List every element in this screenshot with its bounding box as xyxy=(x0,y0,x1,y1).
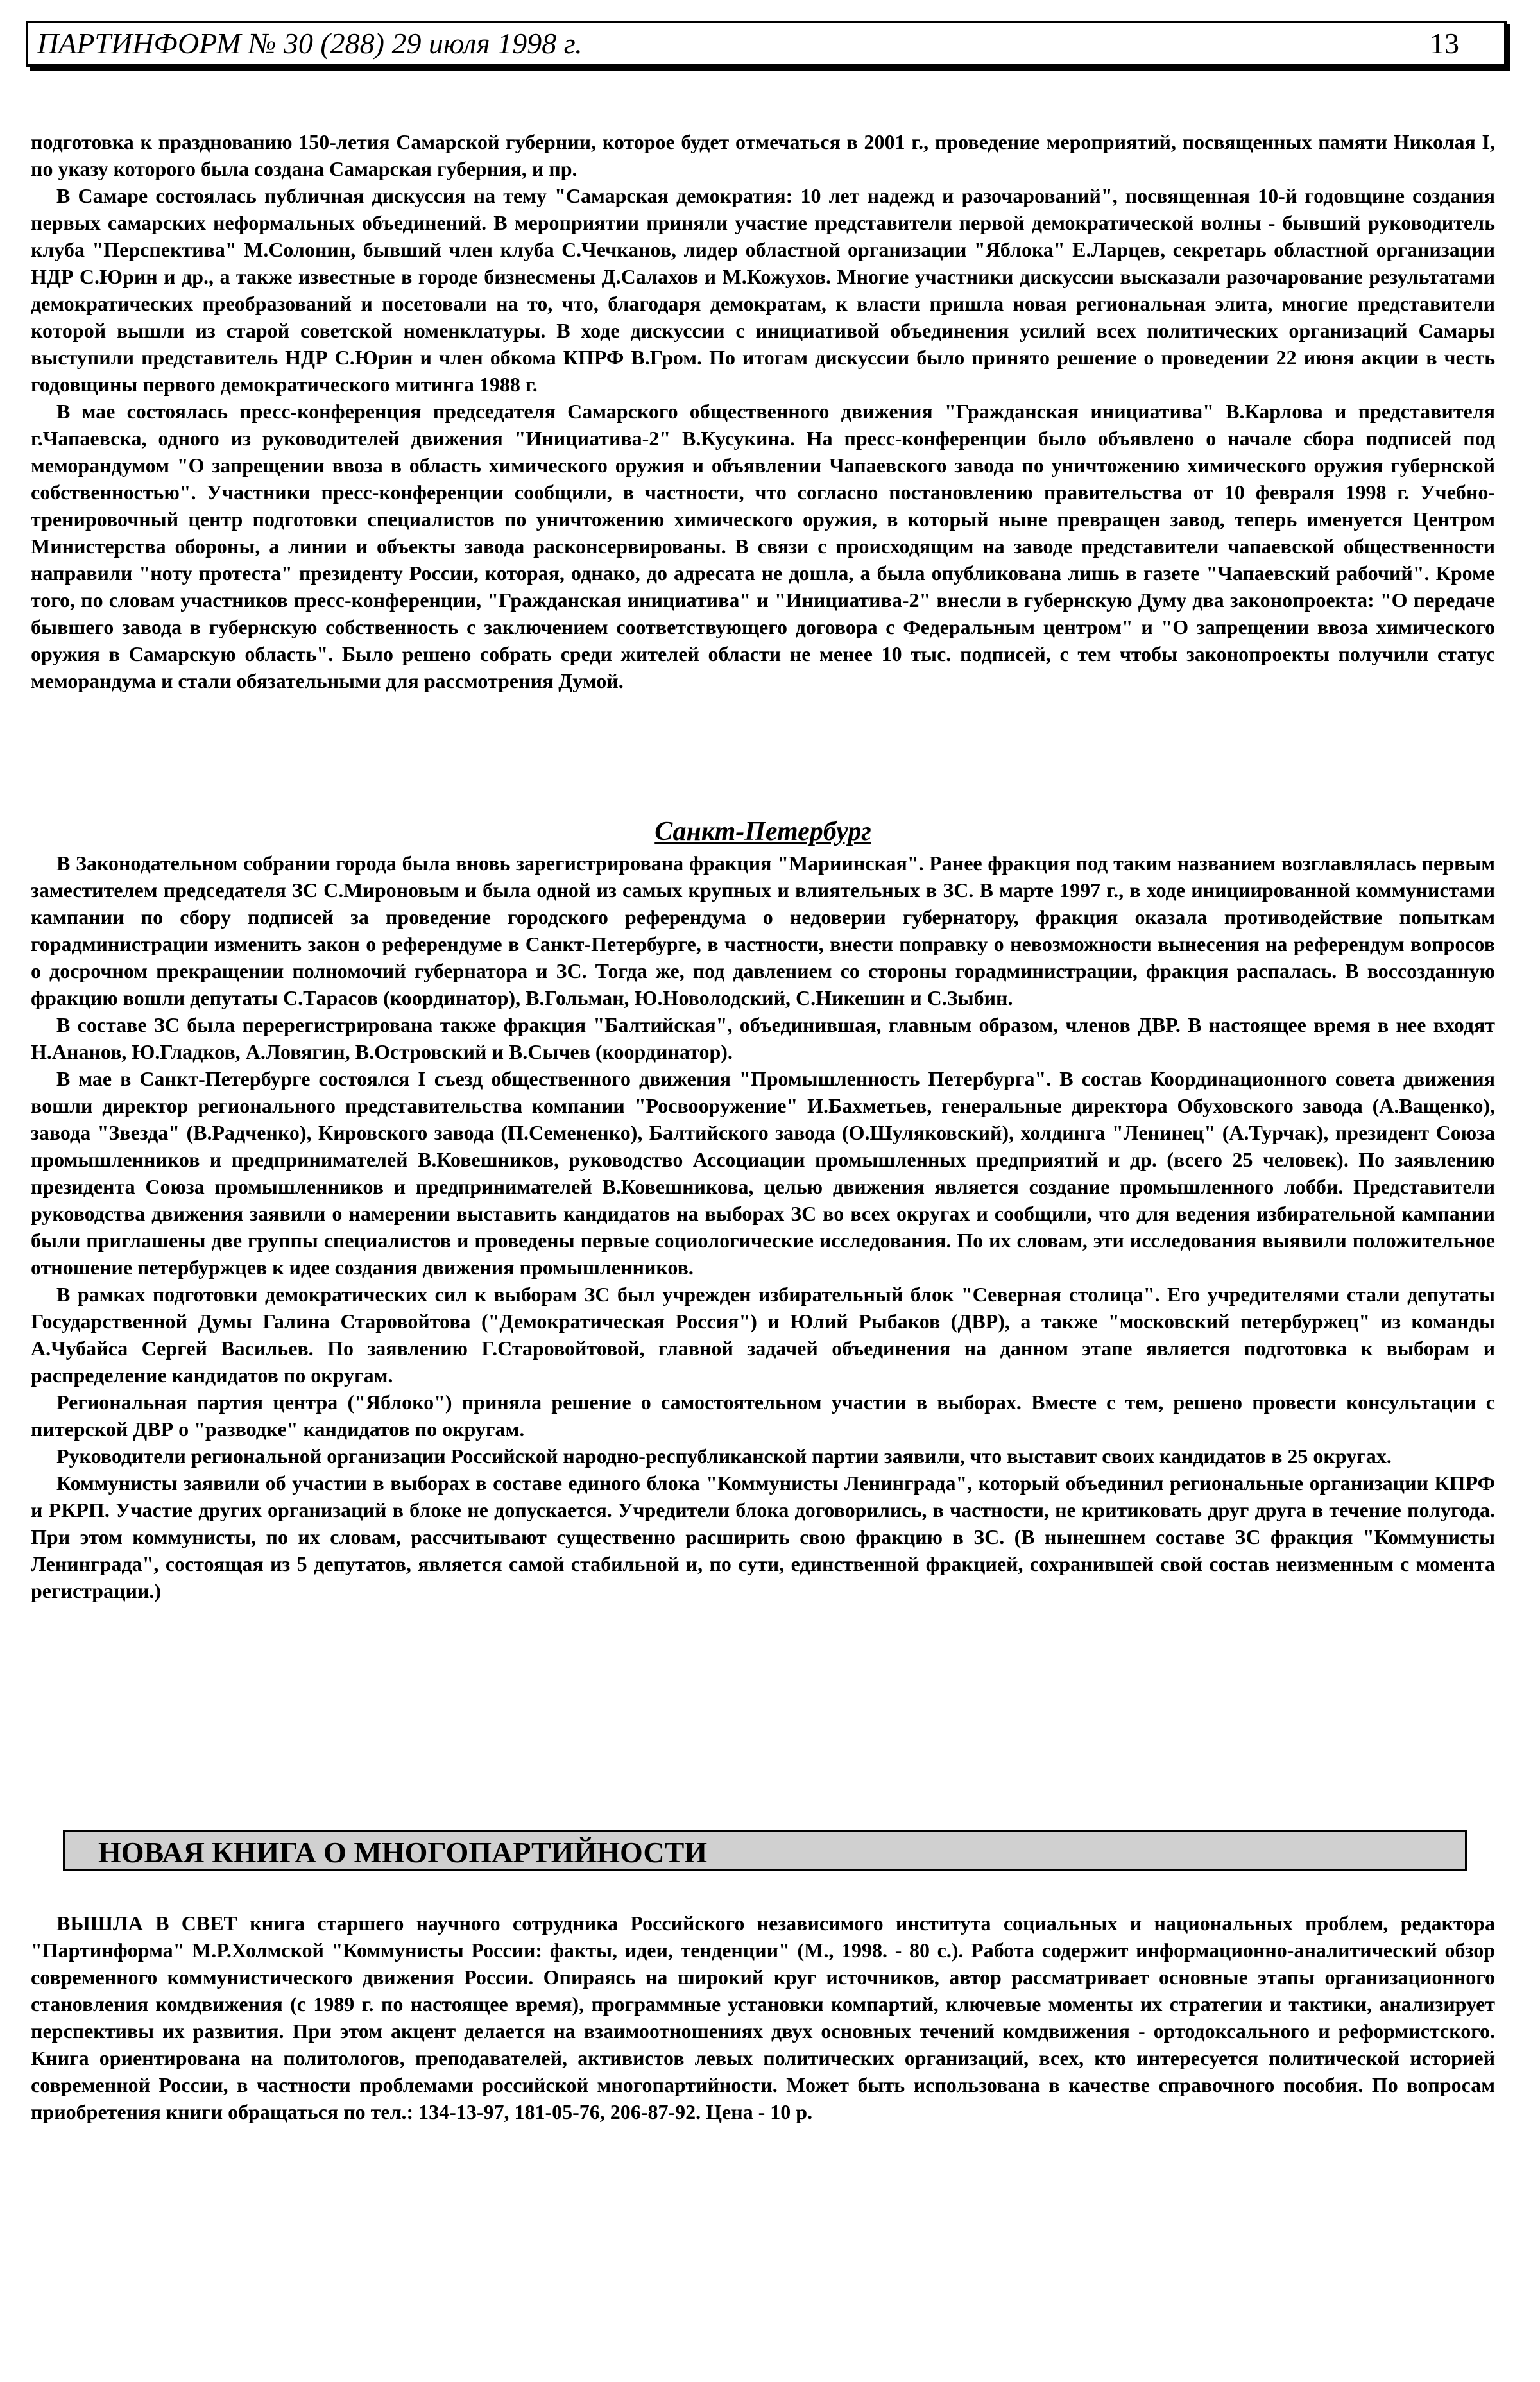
spb-section xyxy=(31,850,1495,1604)
paragraph: В Самаре состоялась публичная дискуссия на тему "Самарская демократия: 10 лет надежд и разочарований", посвященная 10-й годовщине создания первых самарских неформальных объединений. В мероприятии приняли участие представители первой демократической волны - бывший руководитель клуба "Перспектива" М.Солонин, бывший член клуба С.Чечканов, лидер областной организации "Яблока" Е.Ларцев, секретарь областной организации НДР С.Юрин и др., а также известные в городе бизнесмены Д.Салахов и М.Кожухов. Многие участники дискуссии высказали разочарование результатами демократических преобразований и посетовали на то, что, благодаря демократам, к власти пришла новая региональная элита, многие представители которой вышли из старой советской номенклатуры. В ходе дискуссии с инициативой объединения усилий всех политических организаций Самары выступили представитель НДР С.Юрин и член обкома КПРФ В.Гром. По итогам дискуссии было принято решение о проведении 22 июня акции в честь годовщины первого демократического митинга 1988 г. xyxy=(31,184,1495,396)
banner-title: НОВАЯ КНИГА О МНОГОПАРТИЙНОСТИ xyxy=(98,1836,708,1869)
samara-section xyxy=(31,128,1495,694)
header-title: ПАРТИНФОРМ № 30 (288) 29 июля 1998 г. xyxy=(37,27,583,60)
paragraph: В мае в Санкт-Петербурге состоялся I съезд общественного движения "Промышленность Петербурга". В состав Координационного совета движения вошли директор регионального представительства компании "Росвооружение" И.Бахметьев, генеральные директора Обуховского завода (А.Ващенко), завода "Звезда" (В.Радченко), Кировского завода (П.Семененко), Балтийского завода (О.Шуляковский), холдинга "Ленинец" (А.Турчак), президент Союза промышленников и предпринимателей В.Ковешников, руководство Ассоциации промышленных предприятий и др. (всего 25 человек). По заявлению президента Союза промышленников и предпринимателей В.Ковешникова, целью движения является создание промышленного лобби. Представители руководства движения заявили о намерении выставить кандидатов на выборах ЗС во всех округах и сообщили, что для ведения избирательной кампании были приглашены две группы специалистов и проведены первые социологические исследования. По их словам, эти исследования выявили положительное отношение петербуржцев к идее создания движения промышленников. xyxy=(31,1067,1495,1279)
book-section xyxy=(31,1910,1495,2125)
page-header xyxy=(26,21,1507,67)
section-banner xyxy=(63,1830,1467,1871)
paragraph: ВЫШЛА В СВЕТ книга старшего научного сотрудника Российского независимого института социальных и национальных проблем, редактора "Партинформа" М.Р.Холмской "Коммунисты России: факты, идеи, тенденции" (М., 1998. - 80 с.). Работа содержит информационно-аналитический обзор современного коммунистического движения России. Опираясь на широкий круг источников, автор рассматривает основные этапы организационного становления комдвижения (с 1989 г. по настоящее время), программные установки компартий, ключевые моменты их стратегии и тактики, анализирует перспективы их развития. При этом акцент делается на взаимоотношениях двух основных течений комдвижения - ортодоксального и реформистского. Книга ориентирована на политологов, преподавателей, активистов левых политических организаций, всех, кто интересуется политической историей современной России, в частности проблемами российской многопартийности. Может быть использована в качестве справочного пособия. По вопросам приобретения книги обращаться по тел.: 134-13-97, 181-05-76, 206-87-92. Цена - 10 р. xyxy=(31,1912,1495,2123)
paragraph: Коммунисты заявили об участии в выборах в составе единого блока "Коммунисты Ленинграда", который объединил региональные организации КПРФ и РКРП. Участие других организаций в блоке не допускается. Учредители блока договорились, в частности, не критиковать друг друга в течение полугода. При этом коммунисты, по их словам, рассчитывают существенно расширить свою фракцию в ЗС. (В нынешнем составе ЗС фракция "Коммунисты Ленинграда", состоящая из 5 депутатов, является самой стабильной и, по сути, единственной фракцией, сохранившей свой состав неизменным с момента регистрации.) xyxy=(31,1471,1495,1602)
paragraph: подготовка к празднованию 150-летия Самарской губернии, которое будет отмечаться в 2001 г., проведение мероприятий, посвященных памяти Николая I, по указу которого была создана Самарская губерния, и пр. xyxy=(31,130,1495,180)
paragraph: В составе ЗС была перерегистрирована также фракция "Балтийская", объединившая, главным образом, членов ДВР. В настоящее время в нее входят Н.Ананов, Ю.Гладков, А.Ловягин, В.Островский и В.Сычев (координатор). xyxy=(31,1013,1495,1063)
section-title-spb: Санкт-Петербург xyxy=(654,817,871,846)
paragraph: Региональная партия центра ("Яблоко") приняла решение о самостоятельном участии в выборах. Вместе с тем, решено провести консультации с питерской ДВР о "разводке" кандидатов по округам. xyxy=(31,1391,1495,1441)
page-number: 13 xyxy=(1430,27,1459,60)
paragraph: Руководители региональной организации Российской народно-республиканской партии заявили, что выставит своих кандидатов в 25 округах. xyxy=(56,1444,1392,1468)
paragraph: В мае состоялась пресс-конференция председателя Самарского общественного движения "Гражданская инициатива" В.Карлова и представителя г.Чапаевска, одного из руководителей движения "Инициатива-2" В.Кусукина. На пресс-конференции было объявлено о начале сбора подписей под меморандумом "О запрещении ввоза в область химического оружия и объявлении Чапаевского завода по уничтожению химического оружия губернской собственностью". Участники пресс-конференции сообщили, в частности, что согласно постановлению правительства от 10 февраля 1998 г. Учебно-тренировочный центр подготовки специалистов по уничтожению химического оружия, в который ныне превращен завод, теперь именуется Центром Министерства обороны, а линии и объекты завода расконсервированы. В связи с происходящим на заводе представители чапаевской общественности направили "ноту протеста" президенту России, которая, однако, до адресата не дошла, а была опубликована лишь в газете "Чапаевский рабочий". Кроме того, по словам участников пресс-конференции, "Гражданская инициатива" и "Инициатива-2" внесли в губернскую Думу два законопроекта: "О передаче бывшего завода в губернскую собственность с заключением соответствующего договора с Федеральным центром" и "О запрещении ввоза химического оружия в Самарскую область". Было решено собрать среди жителей области не менее 10 тыс. подписей, с тем чтобы законопроекты получили статус меморандума и стали обязательными для рассмотрения Думой. xyxy=(31,400,1495,692)
paragraph: В рамках подготовки демократических сил к выборам ЗС был учрежден избирательный блок "Северная столица". Его учредителями стали депутаты Государственной Думы Галина Старовойтова ("Демократическая Россия") и Юлий Рыбаков (ДВР), а также "московский петербуржец" из команды А.Чубайса Сергей Васильев. По заявлению Г.Старовойтовой, главной задачей объединения на данном этапе является подготовка к выборам и распределение кандидатов по округам. xyxy=(31,1283,1495,1387)
paragraph: В Законодательном собрании города была вновь зарегистрирована фракция "Мариинская". Ранее фракция под таким названием возглавлялась первым заместителем председателя ЗС С.Мироновым и была одной из самых крупных и влиятельных в ЗС. В марте 1997 г., в ходе инициированной коммунистами кампании по сбору подписей за проведение городского референдума о недоверии губернатору, фракция оказала противодействие попыткам горадминистрации изменить закон о референдуме в Санкт-Петербурге, в частности, внести поправку о невозможности вынесения на референдум вопросов о досрочном прекращении полномочий губернатора и ЗС. Тогда же, под давлением со стороны горадминистрации, фракция распалась. В воссозданную фракцию вошли депутаты С.Тарасов (координатор), В.Гольман, Ю.Новолодский, С.Никешин и С.Зыбин. xyxy=(31,852,1495,1009)
